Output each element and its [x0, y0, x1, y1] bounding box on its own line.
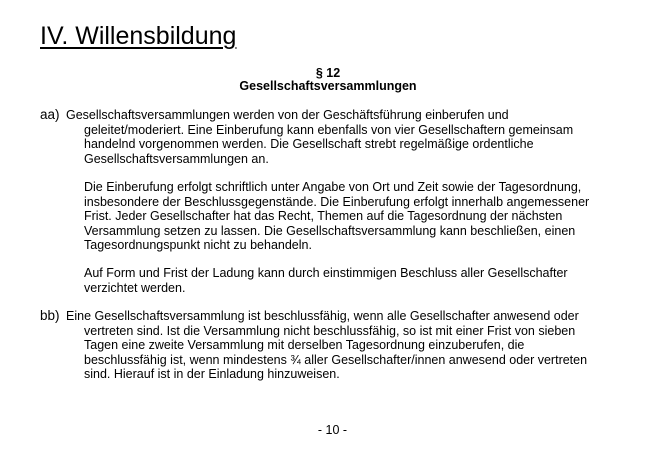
text-line: vertreten sind. Ist die Versammlung nicht beschlussfähig, so ist mit einer Frist von sieben — [84, 323, 576, 338]
text-line: Eine Gesellschaftsversammlung ist beschlussfähig, wenn alle Gesellschafter anwesend oder — [66, 309, 579, 323]
text-line: geleitet/moderiert. Eine Einberufung kann ebenfalls von vier Gesellschaftern gemeinsam — [84, 122, 574, 137]
item-label-bb: bb) — [40, 308, 60, 323]
page-title: IV. Willensbildung — [40, 22, 237, 50]
text-line: Frist. Jeder Gesellschafter hat das Recht, Themen auf die Tagesordnung der nächsten — [84, 209, 563, 223]
paragraph-aa-3 — [84, 266, 568, 295]
paragraph-bb-1 — [66, 309, 587, 382]
paragraph-aa-2 — [84, 180, 589, 253]
paragraph-aa-1 — [66, 108, 573, 166]
text-line: sind. Hierauf ist in der Einladung hinzuweisen. — [84, 367, 340, 381]
text-line: handelnd vorgenommen werden. Die Gesellschaft strebt regelmäßige ordentliche — [84, 137, 534, 151]
text-line: insbesondere der Beschlussgegenstände. Die Einberufung erfolgt innerhalb angemessener — [84, 194, 590, 209]
text-line: Versammlung setzen zu lassen. Die Gesellschaftsversammlung kann beschließen, einen — [84, 223, 576, 238]
text-line: Gesellschaftsversammlungen werden von der Geschäftsführung einberufen und — [66, 108, 509, 122]
text-line: Tagen eine zweite Versammlung mit derselben Tagesordnung einzuberufen, die — [84, 338, 525, 352]
section-number: § 12 — [315, 66, 341, 80]
text-line: Auf Form und Frist der Ladung kann durch einstimmigen Beschluss aller Gesellschafter — [84, 266, 568, 280]
item-label-aa: aa) — [40, 107, 60, 122]
text-line: verzichtet werden. — [84, 280, 186, 295]
text-line: Gesellschaftsversammlungen an. — [84, 151, 269, 166]
section-title: Gesellschaftsversammlungen — [239, 79, 417, 93]
text-line: beschlussfähig ist, wenn mindestens ¾ aller Gesellschafter/innen anwesend oder vertreten — [84, 352, 588, 367]
text-line: Die Einberufung erfolgt schriftlich unter Angabe von Ort und Zeit sowie der Tagesordnung, — [84, 180, 582, 194]
text-line: Tagesordnungspunkt nicht zu behandeln. — [84, 238, 312, 252]
page-number: - 10 - — [317, 423, 348, 437]
